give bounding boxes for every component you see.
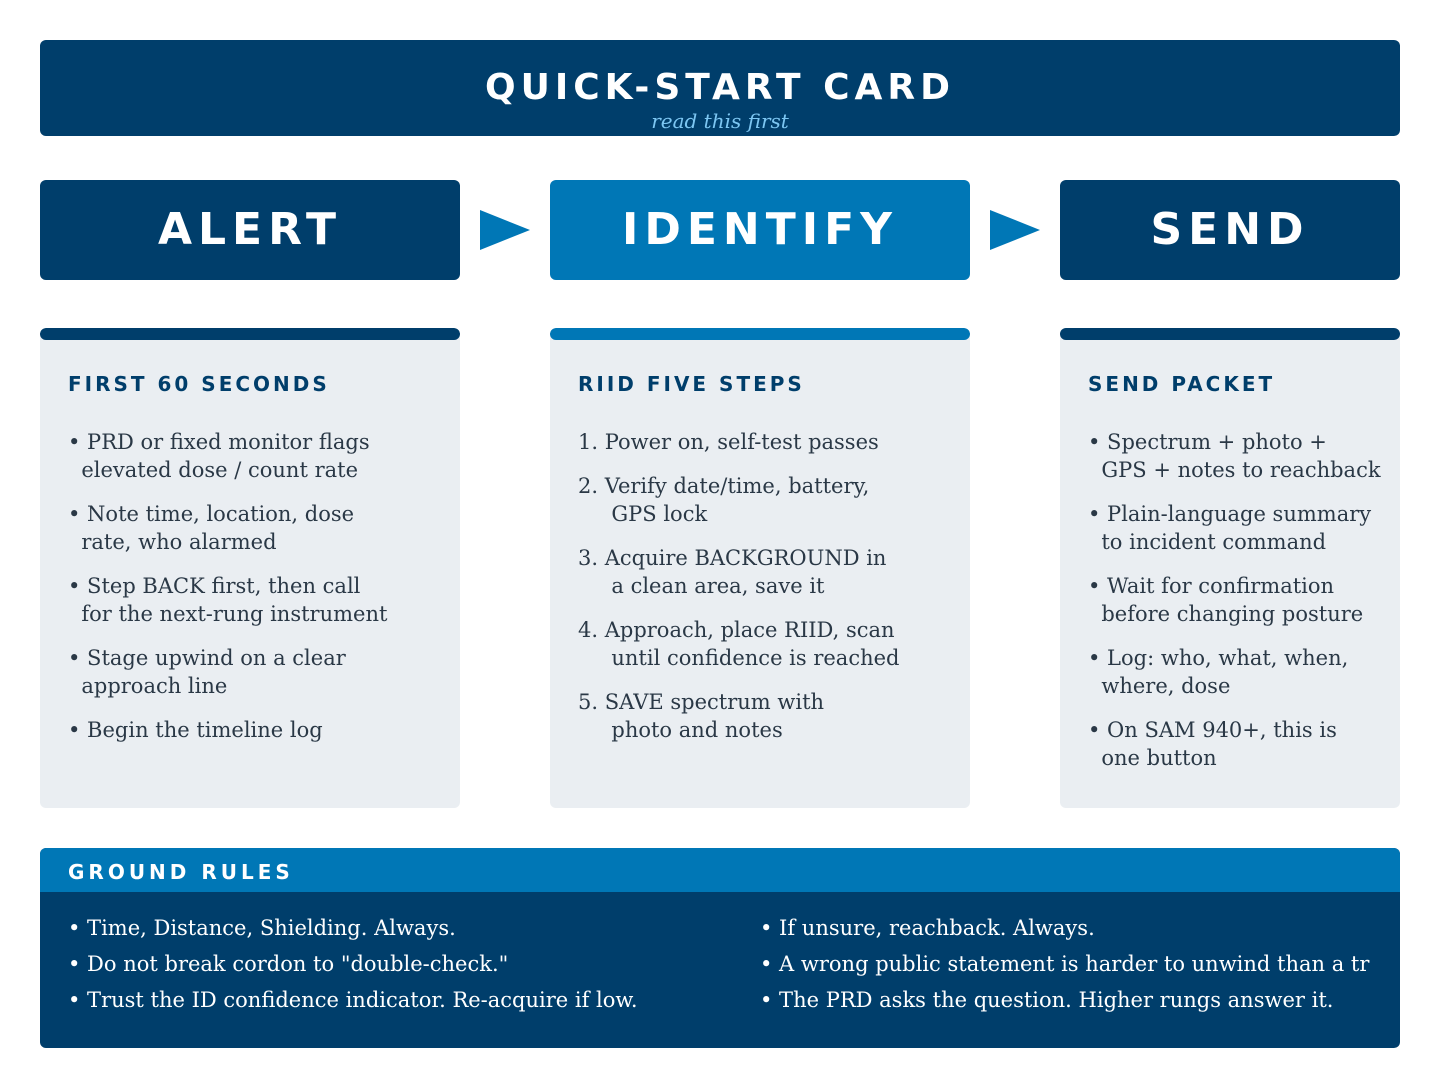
ground-rules-panel (40, 848, 1400, 1048)
page-title: QUICK-START CARD (485, 67, 955, 108)
page-subtitle: read this first (651, 109, 789, 133)
list-item: 2. Verify date/time, battery, GPS lock (578, 474, 870, 526)
list-item: • Begin the timeline log (68, 718, 323, 742)
list-item: • Step BACK first, then call for the next-rung instrument (68, 574, 388, 626)
list-item: • Wait for confirmation before changing posture (1088, 574, 1364, 626)
card-heading: RIID FIVE STEPS (578, 372, 805, 396)
card-send-packet (1060, 328, 1400, 808)
card-list (578, 428, 970, 760)
list-item: • PRD or fixed monitor flags elevated dose / count rate (68, 430, 370, 482)
list-item: 5. SAVE spectrum with photo and notes (578, 690, 825, 742)
phase-identify-header: IDENTIFY (550, 180, 970, 280)
arrow-right-icon (990, 210, 1040, 250)
phase-alert-header: ALERT (40, 180, 460, 280)
card-heading: SEND PACKET (1088, 372, 1276, 396)
card-list (68, 428, 460, 760)
ground-rules-header (40, 848, 1400, 892)
card-accent-bar (40, 328, 460, 340)
card-list (1088, 428, 1400, 788)
ground-rules-right-list (760, 914, 1369, 1022)
list-item: • Log: who, what, when, where, dose (1088, 646, 1349, 698)
list-item: • On SAM 940+, this is one button (1088, 718, 1337, 770)
list-item: 3. Acquire BACKGROUND in a clean area, save it (578, 546, 887, 598)
card-accent-bar (1060, 328, 1400, 340)
list-item: • A wrong public statement is harder to unwind than a tr (760, 952, 1370, 976)
list-item: • Note time, location, dose rate, who alarmed (68, 502, 355, 554)
ground-rules-title: GROUND RULES (68, 860, 294, 884)
ground-rules-left-list (68, 914, 638, 1022)
list-item: • Time, Distance, Shielding. Always. (68, 916, 456, 940)
list-item: • Do not break cordon to "double-check." (68, 952, 509, 976)
list-item: 1. Power on, self-test passes (578, 430, 879, 454)
list-item: • Plain-language summary to incident command (1088, 502, 1372, 554)
list-item: • Stage upwind on a clear approach line (68, 646, 346, 698)
card-heading: FIRST 60 SECONDS (68, 372, 330, 396)
list-item: • The PRD asks the question. Higher rungs answer it. (760, 988, 1334, 1012)
arrow-right-icon (480, 210, 530, 250)
card-riid-five-steps (550, 328, 970, 808)
list-item: 4. Approach, place RIID, scan until confidence is reached (578, 618, 900, 670)
list-item: • Spectrum + photo + GPS + notes to reachback (1088, 430, 1381, 482)
list-item: • Trust the ID confidence indicator. Re-acquire if low. (68, 988, 638, 1012)
phase-send-header: SEND (1060, 180, 1400, 280)
list-item: • If unsure, reachback. Always. (760, 916, 1095, 940)
card-first-60-seconds (40, 328, 460, 808)
card-accent-bar (550, 328, 970, 340)
